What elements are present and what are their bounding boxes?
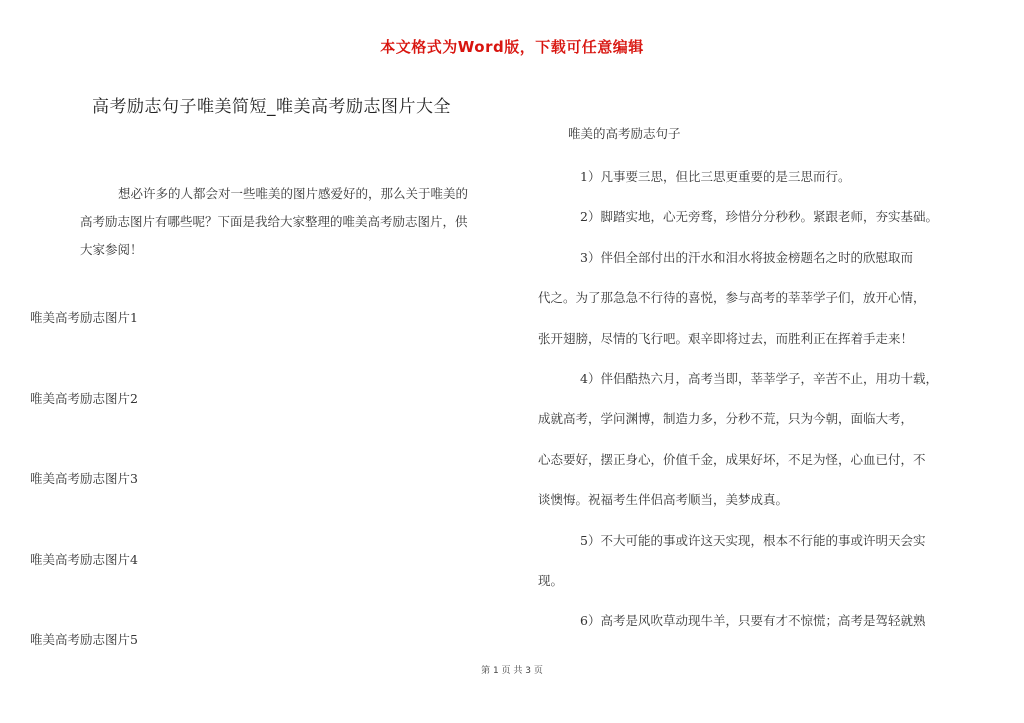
intro-line: 大家参阅！ (80, 242, 143, 257)
image-caption-1: 唯美高考励志图片1 (30, 310, 138, 325)
document-title: 高考励志句子唯美简短_唯美高考励志图片大全 (92, 97, 451, 117)
intro-line: 高考励志图片有哪些呢？下面是我给大家整理的唯美高考励志图片，供 (80, 214, 468, 229)
intro-paragraph (80, 180, 508, 264)
quote-line: 4）伴侣酷热六月，高考当即，莘莘学子，辛苦不止，用功十载， (580, 371, 938, 386)
quote-line: 心态要好，摆正身心，价值千金，成果好坏，不足为怪，心血已付，不 (538, 452, 926, 467)
left-column (80, 180, 508, 264)
image-caption-2: 唯美高考励志图片2 (30, 391, 138, 406)
page-number: 第 1 页 共 3 页 (481, 666, 543, 676)
quote-line: 现。 (538, 573, 564, 588)
quote-line: 代之。为了那急急不行待的喜悦，参与高考的莘莘学子们，放开心情， (538, 290, 926, 305)
intro-line: 想必许多的人都会对一些唯美的图片感爱好的，那么关于唯美的 (118, 186, 469, 201)
image-caption-4: 唯美高考励志图片4 (30, 552, 138, 567)
quote-line: 2）脚踏实地，心无旁骛，珍惜分分秒秒。紧跟老师，夯实基础。 (580, 209, 938, 224)
quote-line: 谈懊悔。祝福考生伴侣高考顺当，美梦成真。 (538, 492, 789, 507)
quote-line: 5）不大可能的事或许这天实现，根本不行能的事或许明天会实 (580, 533, 926, 548)
editable-word-banner: 本文格式为Word版，下载可任意编辑 (380, 38, 644, 56)
image-caption-5: 唯美高考励志图片5 (30, 632, 138, 647)
image-caption-3: 唯美高考励志图片3 (30, 471, 138, 486)
quote-line: 6）高考是风吹草动现牛羊，只要有才不惊慌；高考是驾轻就熟 (580, 613, 926, 628)
quote-line: 3）伴侣全部付出的汗水和泪水将披金榜题名之时的欣慰取而 (580, 250, 913, 265)
quote-line: 成就高考，学问渊博，制造力多，分秒不荒，只为今朝，面临大考， (538, 411, 914, 426)
section-heading: 唯美的高考励志句子 (568, 126, 681, 141)
quote-line: 1）凡事要三思，但比三思更重要的是三思而行。 (580, 169, 851, 184)
quote-line: 张开翅膀，尽情的飞行吧。艰辛即将过去，而胜利正在挥着手走来！ (538, 331, 914, 346)
